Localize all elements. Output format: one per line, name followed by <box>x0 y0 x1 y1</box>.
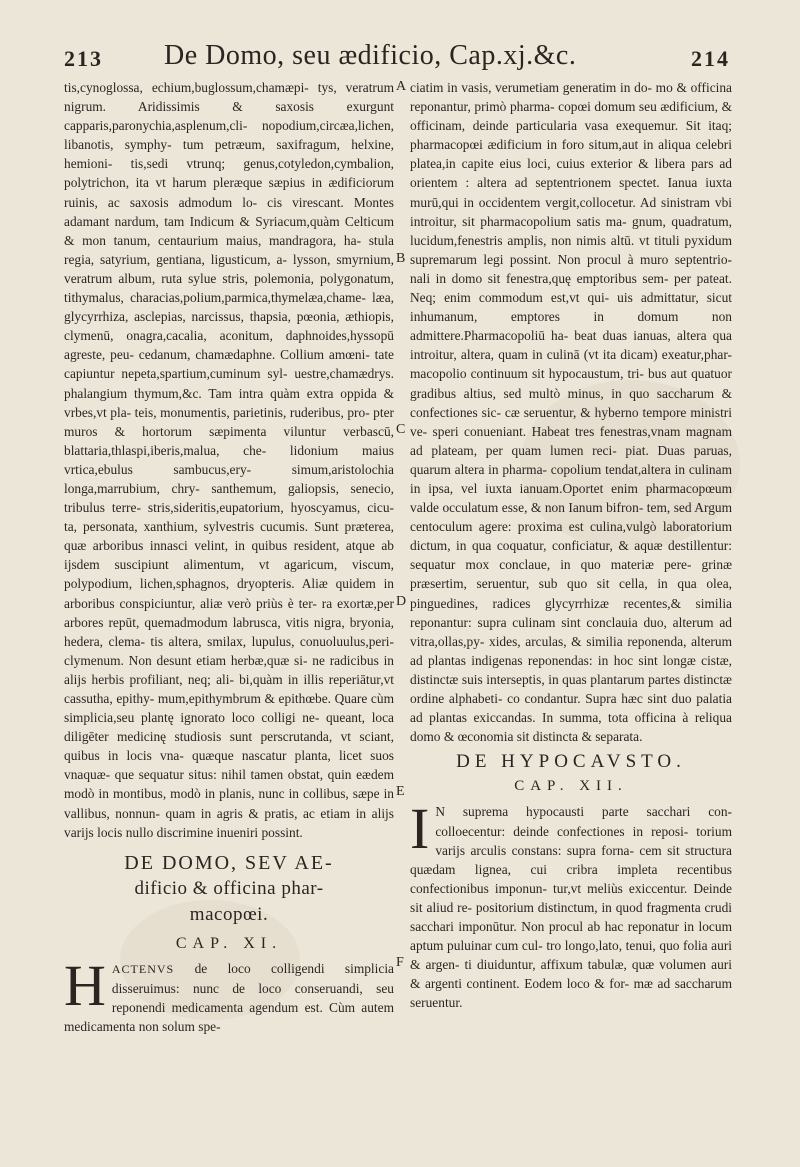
page-number-left: 213 <box>64 46 103 71</box>
smallcaps-actenus: ACTENVS <box>111 961 175 976</box>
left-paragraph-1: tis,cynoglossa, echium,buglossum,chamæpi- tys, veratrum nigrum. Aridissimis & saxosis exurgunt capparis,paronychia,asplenum,cli- nopodium,circæa,lichen, libanotis, symphy- tum petræum, saxifragum, helxine, hemioni- tis,sedi vtrunq; genus,cotyledon,cymbalion, polytrichon, ita vt harum pleræque sæpius in ædificiorum ruinis, ac saxosis admodum lo- cis virescant. Montes adamant nardum, tam Indicum & Syriacum,quàm Celticum & mon tanum, centaurium maius, mandragora, ha- stula regia, satyrium, gentiana, ligusticum, a- lysson, smyrnium, veratrum album, ruta sylue stris, polemonia, polygonatum, tithymalus, characias,polium,parmica,thymelæa,chame- læa, glycyrrhiza, asclepias, narcissus, thapsia, pœonia, æthiopis, clymenū, onagra,cacalia, aconitum, daphnoides,hyssopū agreste, peu- cedanum, chamædaphne. Collium amœni- tate capiuntur nepeta,spartium,cuminum syl- uestre,chamædrys. phalangium thymum,&c. Tam intra quàm extra oppida & vrbes,vt pla- teis, monumentis, parietinis, ruderibus, pro- pter muros & hortorum sæpimenta viluntur verbascū, blattaria,thlaspi,iberis,malua, che- lidonium maius vrtica,ebulus sambucus,ery- simum,aristolochia longa,marrubium, chry- santhemum, galiopsis, senecio, tribulus terre- stris,sideritis,eupatorium, hyoscyamus, cicu- ta, personata, xanthium, sylvestris cucumis. Sunt præterea, quæ arboribus innasci velint, in quibus resident, atque ab ijsdem suscipiunt alimentum, vt agaricum, viscum, polypodium, lichen,sphagnos, dryopteris. Aliæ quidem in arboribus conspiciuntur, aliæ verò priùs è ter- ra exortæ,per arbores repūt, quemadmodum labrusca, vitis nigra, bryonia, hedera, clema- tis altera, smilax, lupulus, conuoluulus,peri- clymenum. Non desunt etiam herbæ,quæ si- ne radicibus in alijs herbis profiliant, neq; ali- bi,quàm in illis reperiātur,vt cassutha, epithy- mum,epithymbrum & epithœbe. Quare cùm simplicia,seu plantę ignorato loco colligi ne- queant, loca diligēter medicinę studiosis sunt perscrutanda, vt sciant, quibus in locis vna- quæque nascatur planta, licet suos vnaquæ- que sequatur situs: nihil tamen obstat, quin eædem modò in montibus, modò in planis, nunc in collibus, sæpe in vallibus, nonnun- quam in agris & pratis, ac etiam in alijs varijs locis nullo discrimine inueniri possint. <box>64 80 394 840</box>
margin-letter-d: D <box>396 594 407 609</box>
section-heading-de-hypocausto: DE HYPOCAVSTO. <box>456 751 686 773</box>
right-paragraph-1: ciatim in vasis, verumetiam generatim in do- mo & officina reponantur, primò pharma- copœi domum seu ædificium, & officinam, deinde particularia vasa exequemur. Sit itaq; pharmacopœi ædificium in foro situm,aut in aliqua celebri platea,in capite eius loci, cuius exterior & libera pars ad orientem : altera ad septentrionem spectet. Ianua iuxta murū,qui in occidentem vergit,collocetur. Ad sinistram vbi introitur, sit pharmacopolium satis ma- gnum, quadratum, lucidum,fenestris amplis, non nimis altū. vt tituli pyxidum supremarum legi possint. Non procul à muro septentrio- nali in domo sit fenestra,quę emptoribus sem- per pateat. Neq; enim commodum est,vt qui- uis admittatur, sicut inhumanum, emptores in domum non admittere.Pharmacopoliū ha- beat duas ianuas, altera qua introitur, altera, quam in culinā (vt ita dicam) exeatur,phar- macopolio continuum sit hypocaustum, tri- bus aut quatuor gradibus altius, sed multò minus, in quo saccharum & confectiones sic- cæ seruentur, & hyberno tempore ministri ve- speri conueniant. Habeat tres fenestras,vnam magnam ad plateam, per quam lumen reci- piat. Duas paruas, quarum altera in pharma- copolium tendat,altera in culinam in ipsa, vel iuxta ianuam.Oportet enim pharmacopœum valde occulatum esse, & non Ianum bifron- tem, sed Argum centoculum agere: proxima est culina,vulgò laboratorium dictum, in qua coquatur, conficiatur, & aquæ destillentur: sequatur mox conclaue, in quo materiæ pere- grinæ præsertim, seruentur, sub quo sit cella, in qua olea, pinguedines, radices glycyrrhizæ recentes,& similia reponantur: supra culinam sint conclauia duo, alterum ad vitra,ollas,py- xides, arculas, & similia reponenda, alterum ad plantas indigenas reponendas: in hoc sint longæ cistæ, distinctæ suis interseptis, in quas plantarum partes distinctæ ordine alphabeti- co condantur. Supra hæc sint duo palatia ad plantas exiccandas. In summa, tota officina à reliqua domo & œconomia sit distincta & separata. <box>410 80 732 745</box>
margin-letter-c: C <box>396 422 406 437</box>
chapter-label-xi: CAP. XI. <box>175 934 283 952</box>
right-paragraph-2 <box>410 796 732 1012</box>
page-number-right: 214 <box>691 46 730 71</box>
drop-cap-i: I <box>410 796 430 862</box>
chapter-label-xii: CAP. XII. <box>514 778 628 795</box>
drop-cap-h: H <box>64 952 106 1018</box>
section-heading-de-domo <box>64 850 394 928</box>
left-paragraph-2 <box>64 952 394 1036</box>
running-title: De Domo, seu ædificio, Cap.xj.&c. <box>164 40 577 71</box>
left-column <box>64 78 394 1036</box>
margin-letter-e: E <box>396 784 405 799</box>
margin-letter-b: B <box>396 251 406 266</box>
left-paragraph-2-text: de loco colligendi simplicia disseruimus: nunc de loco conseruandi, seu reponendi medicamenta agendum est. Cùm autem medicamenta non solum spe- <box>64 960 394 1035</box>
margin-letter-f: F <box>396 955 404 970</box>
right-column <box>410 78 732 1013</box>
heading-line-3: macopœi. <box>189 903 269 925</box>
heading-line-1: DE DOMO, SEV AE- <box>124 851 334 874</box>
margin-letter-a: A <box>396 79 407 94</box>
running-header <box>64 40 730 72</box>
heading-line-2: dificio & officina phar- <box>134 877 324 899</box>
right-paragraph-2-text: N suprema hypocausti parte sacchari con- colloecentur: deinde confectiones in reposi- torium varijs arculis constans: supra forna- cem sit structura quædam lignea, cui cribra impleta recentibus confectionibus imponun- tur,vt meliùs exiccentur. Deinde sit aliud re- positorium distinctum, in quod fragmenta crudi sacchari imponūtur. Non procul ab hac reponatur in locum aptum puluinar cum cul- tro longo,lato, tenui, quo folia auri & argen- ti diuiduntur, affixum tabulæ, quæ volumen auri & argenti continent. Eodem loco & for- mæ ad saccharum seruentur. <box>410 804 732 1011</box>
